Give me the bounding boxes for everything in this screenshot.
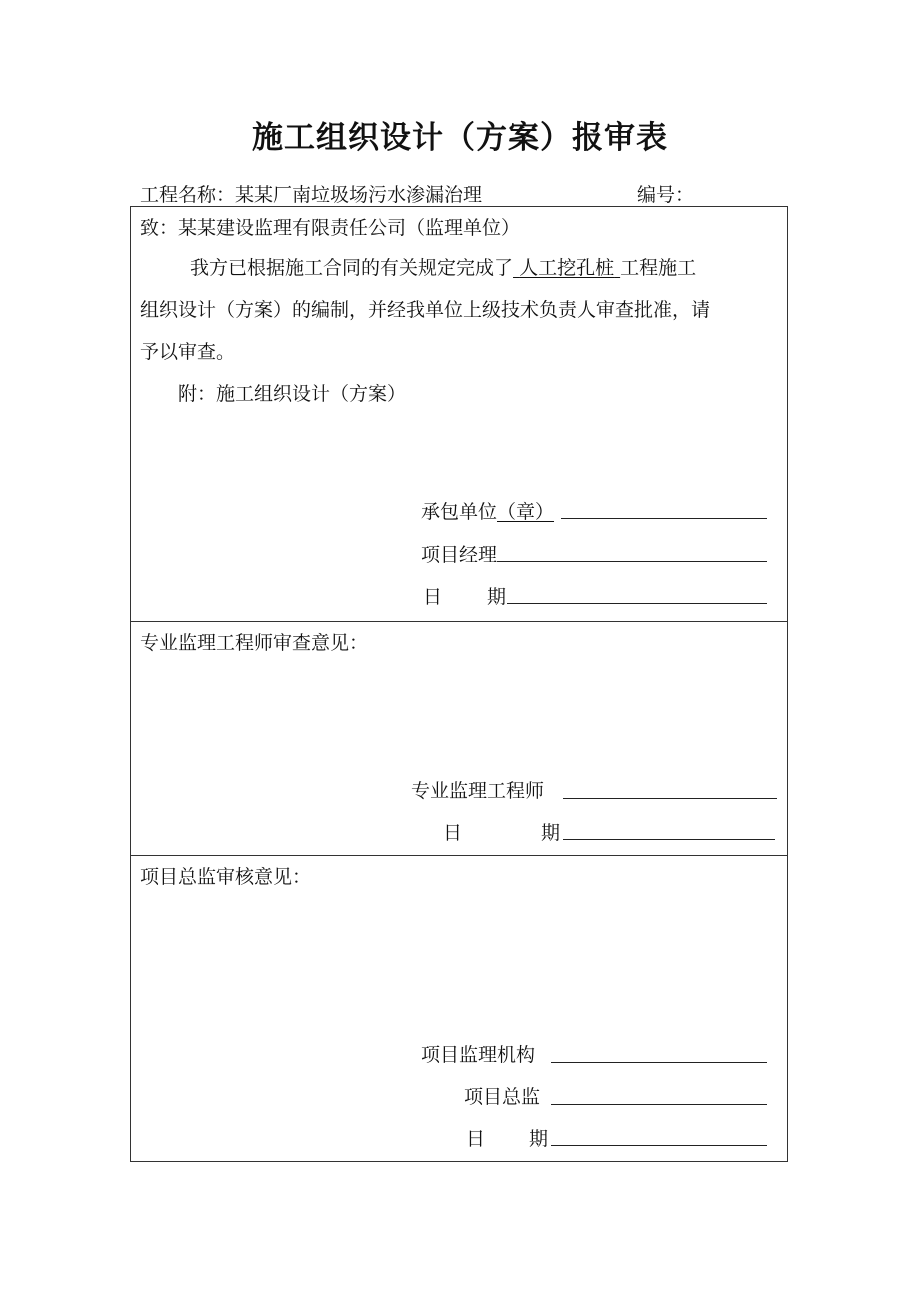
- date-label-char-2: 期: [541, 822, 561, 844]
- project-name-label: 工程名称：: [140, 184, 236, 206]
- project-name-row: [140, 180, 482, 207]
- submission-body-line-2: 组织设计（方案）的编制，并经我单位上级技术负责人审查批准，请: [140, 299, 711, 321]
- engineer-date-line[interactable]: [563, 839, 775, 840]
- supervising-engineer-label: 专业监理工程师: [411, 780, 545, 802]
- serial-number-label: 编号：: [637, 184, 695, 206]
- addressee: 致：某某建设监理有限责任公司（监理单位）: [140, 217, 521, 239]
- body-suffix: 工程施工: [620, 257, 697, 279]
- chief-supervisor-label: 项目总监: [464, 1086, 541, 1108]
- supervision-org-signature-line[interactable]: [551, 1062, 767, 1063]
- date-label-char-1: 日: [466, 1128, 486, 1150]
- contractor-label: 承包单位: [421, 501, 498, 523]
- date-label-char-1: 日: [423, 586, 443, 608]
- supervising-engineer-signature-line[interactable]: [563, 798, 777, 799]
- director-review-section: [131, 855, 787, 1161]
- seal-label: （章）: [497, 501, 555, 523]
- date-label-char-1: 日: [443, 822, 463, 844]
- supervision-org-label: 项目监理机构: [421, 1044, 536, 1066]
- attachment-note: 附：施工组织设计（方案）: [178, 383, 407, 405]
- date-label-char-2: 期: [487, 586, 507, 608]
- chief-supervisor-signature-line[interactable]: [551, 1104, 767, 1105]
- contractor-signature-line[interactable]: [561, 518, 767, 519]
- contractor-submission-section: [131, 207, 787, 621]
- form-title: 施工组织设计（方案）报审表: [252, 120, 668, 156]
- director-date-line[interactable]: [551, 1145, 767, 1146]
- engineer-review-section: [131, 621, 787, 855]
- project-item-field[interactable]: 人工挖孔桩: [519, 257, 615, 279]
- project-name-value: 某某厂南垃圾场污水渗漏治理: [235, 184, 483, 206]
- date-label-char-2: 期: [529, 1128, 549, 1150]
- review-form: [130, 206, 788, 1162]
- engineer-review-heading: 专业监理工程师审查意见：: [140, 632, 369, 654]
- body-prefix: 我方已根据施工合同的有关规定完成了: [190, 257, 514, 279]
- contractor-date-line[interactable]: [507, 603, 767, 604]
- director-review-heading: 项目总监审核意见：: [140, 866, 312, 888]
- submission-body-line-1: [190, 253, 696, 280]
- project-manager-signature-line[interactable]: [497, 561, 767, 562]
- submission-body-line-3: 予以审查。: [140, 341, 236, 363]
- project-manager-label: 项目经理: [421, 544, 498, 566]
